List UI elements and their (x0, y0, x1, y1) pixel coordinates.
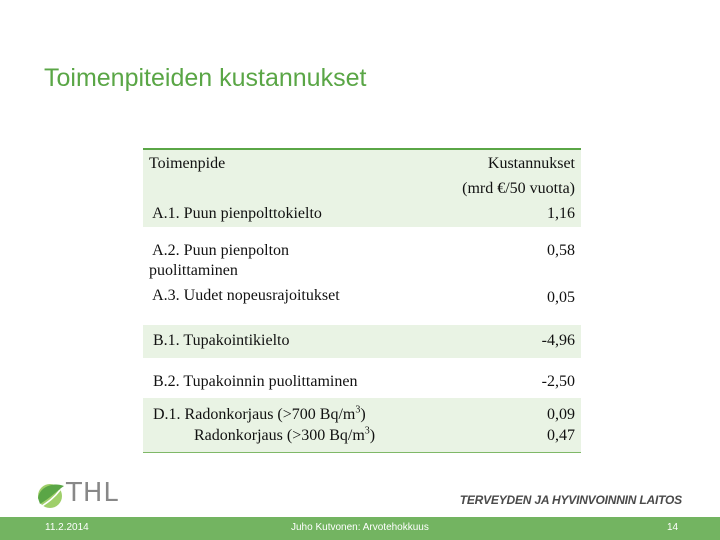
column-header-measure: Toimenpide (149, 155, 226, 172)
measure-label: A.1. Puun pienpolttokielto (149, 205, 322, 222)
footer-author: Juho Kutvonen: Arvotehokkuus (291, 522, 429, 533)
cost-value: -4,96 (541, 332, 575, 349)
table-row (143, 227, 581, 325)
slide-title: Toimenpiteiden kustannukset (44, 64, 367, 92)
column-header-cost-line1: Kustannukset (487, 155, 575, 172)
cost-value: 0,58 (547, 242, 575, 259)
cost-value: 0,47 (547, 427, 575, 444)
table-row (143, 398, 581, 452)
footer-bar (0, 517, 720, 540)
institute-name: TERVEYDEN JA HYVINVOINNIN LAITOS (459, 493, 682, 507)
cost-value: 0,05 (547, 289, 575, 306)
page-number: 14 (667, 522, 679, 533)
cost-value: 1,16 (547, 205, 575, 222)
measure-label-line1: D.1. Radonkorjaus (>700 $Bq/m^3$) (149, 404, 366, 423)
table-row (143, 150, 581, 227)
measure-label-line2: Radonkorjaus (>300 $Bq/m^3$) (194, 425, 376, 444)
measure-label-line2: puolittaminen (149, 262, 238, 279)
footer-date: 11.2.2014 (45, 522, 89, 533)
table-row (143, 358, 581, 398)
measure-label: A.3. Uudet nopeusrajoitukset (149, 287, 340, 304)
cost-value: 0,09 (547, 406, 575, 423)
cost-table (143, 148, 581, 453)
measure-label: B.2. Tupakoinnin puolittaminen (149, 373, 358, 390)
table-row (143, 325, 581, 358)
measure-label-line1: A.2. Puun pienpolton (149, 242, 290, 259)
thl-logo-text: THL (66, 478, 119, 508)
measure-label: B.1. Tupakointikielto (149, 332, 290, 349)
column-header-cost-line2: (mrd €/50 vuotta) (462, 180, 575, 197)
cost-value: -2,50 (541, 373, 575, 390)
